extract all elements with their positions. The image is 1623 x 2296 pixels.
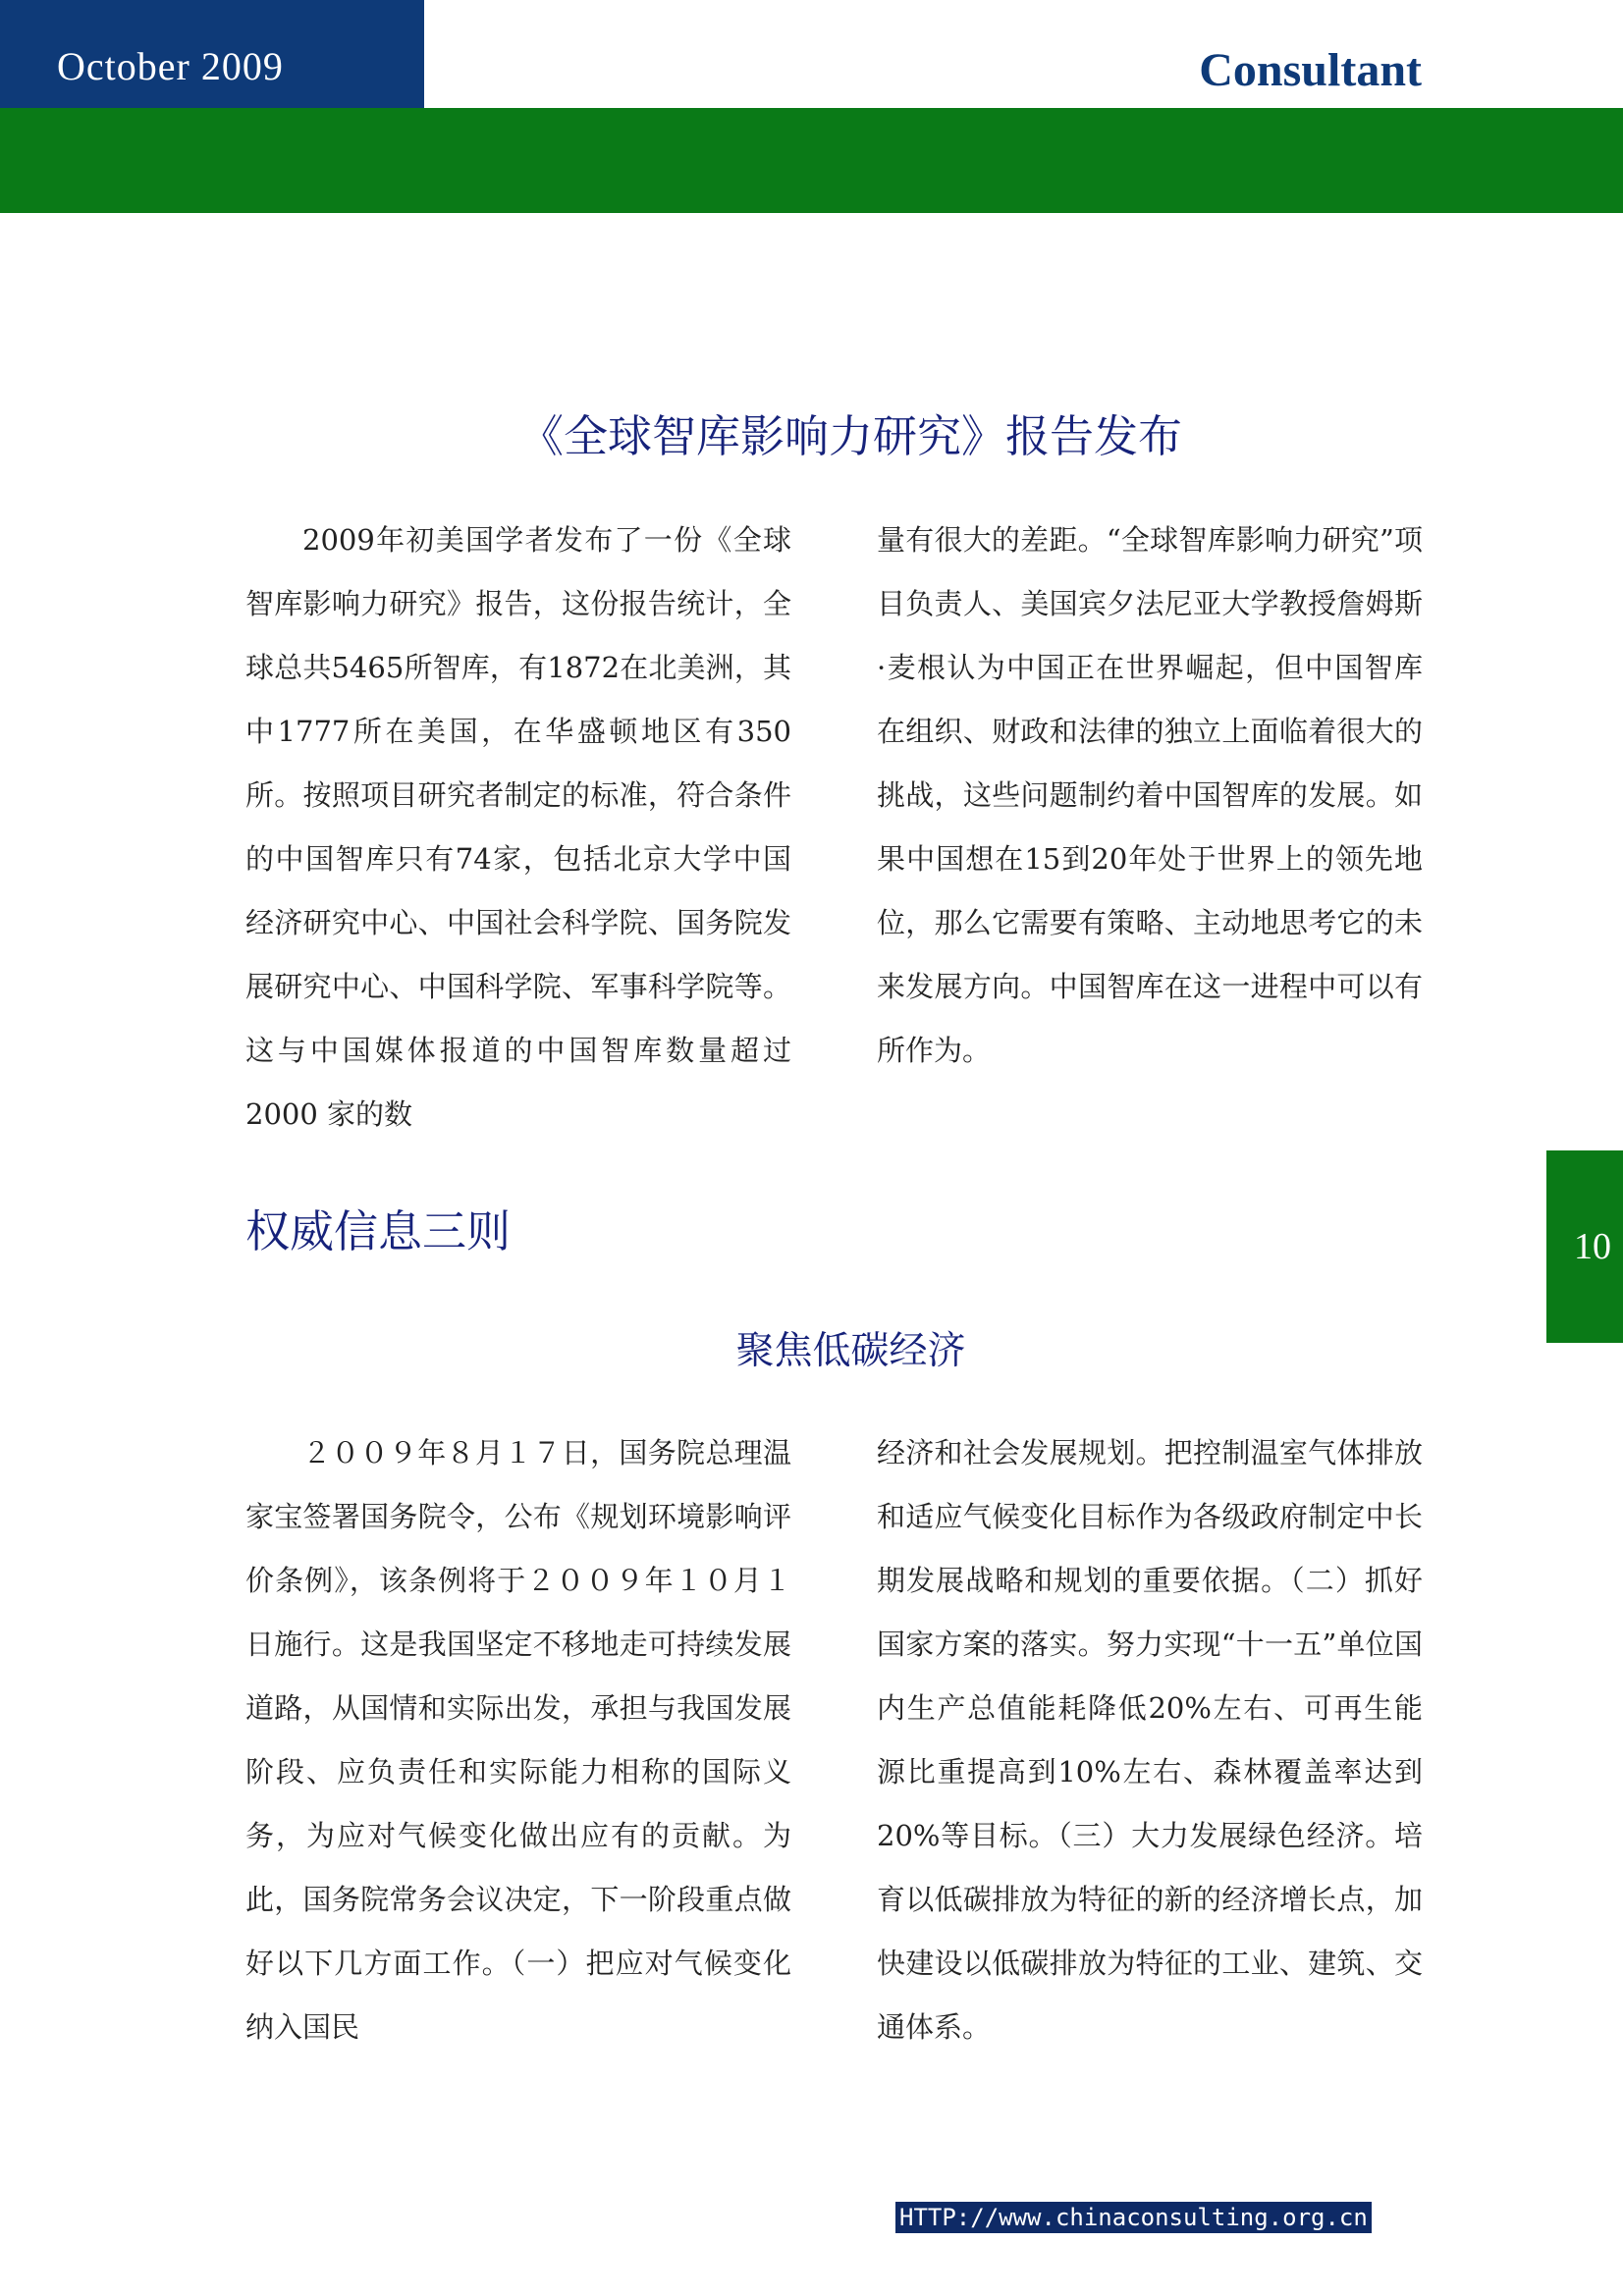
article-column-right	[877, 508, 1423, 1083]
subsection-column-left	[245, 1421, 791, 2059]
article-paragraph: 2009年初美国学者发布了一份《全球智库影响力研究》报告，这份报告统计，全球总共5465所智库，有1872在北美洲，其中1777所在美国，在华盛顿地区有350所。按照项目研究者制定的标准，符合条件的中国智库只有74家，包括北京大学中国经济研究中心、中国社会科学院、国务院发展研究中心、中国科学院、军事科学院等。这与中国媒体报道的中国智库数量超过 2000 家的数	[245, 523, 791, 1131]
subsection-paragraph: 经济和社会发展规划。把控制温室气体排放和适应气候变化目标作为各级政府制定中长期发展战略和规划的重要依据。（二）抓好国家方案的落实。努力实现“十一五”单位国内生产总值能耗降低20%左右、可再生能源比重提高到10%左右、森林覆盖率达到20%等目标。（三）大力发展绿色经济。培育以低碳排放为特征的新的经济增长点，加快建设以低碳排放为特征的工业、建筑、交通体系。	[877, 1436, 1423, 2044]
section-title: 权威信息三则	[245, 1205, 512, 1257]
article-title: 《全球智库影响力研究》报告发布	[518, 410, 1182, 462]
footer-url-link[interactable]: HTTP://www.chinaconsulting.org.cn	[895, 2202, 1372, 2233]
magazine-title: Consultant	[1199, 44, 1422, 96]
subsection-paragraph: ２００９年８月１７日，国务院总理温家宝签署国务院令，公布《规划环境影响评价条例》，该条例将于２００９年１０月１日施行。这是我国坚定不移地走可持续发展道路，从国情和实际出发，承担与我国发展阶段、应负责任和实际能力相称的国际义务，为应对气候变化做出应有的贡献。为此，国务院常务会议决定，下一阶段重点做好以下几方面工作。（一）把应对气候变化纳入国民	[245, 1436, 791, 2044]
article-column-left	[245, 508, 791, 1147]
subsection-title: 聚焦低碳经济	[735, 1329, 966, 1373]
subsection-column-right	[877, 1421, 1423, 2059]
article-paragraph: 量有很大的差距。“全球智库影响力研究”项目负责人、美国宾夕法尼亚大学教授詹姆斯·麦根认为中国正在世界崛起，但中国智库在组织、财政和法律的独立上面临着很大的挑战，这些问题制约着中国智库的发展。如果中国想在15到20年处于世界上的领先地位，那么它需要有策略、主动地思考它的未来发展方向。中国智库在这一进程中可以有所作为。	[877, 523, 1423, 1067]
header-green-band	[0, 108, 1623, 213]
issue-date: October 2009	[57, 44, 284, 88]
page-number: 10	[1574, 1226, 1611, 1267]
